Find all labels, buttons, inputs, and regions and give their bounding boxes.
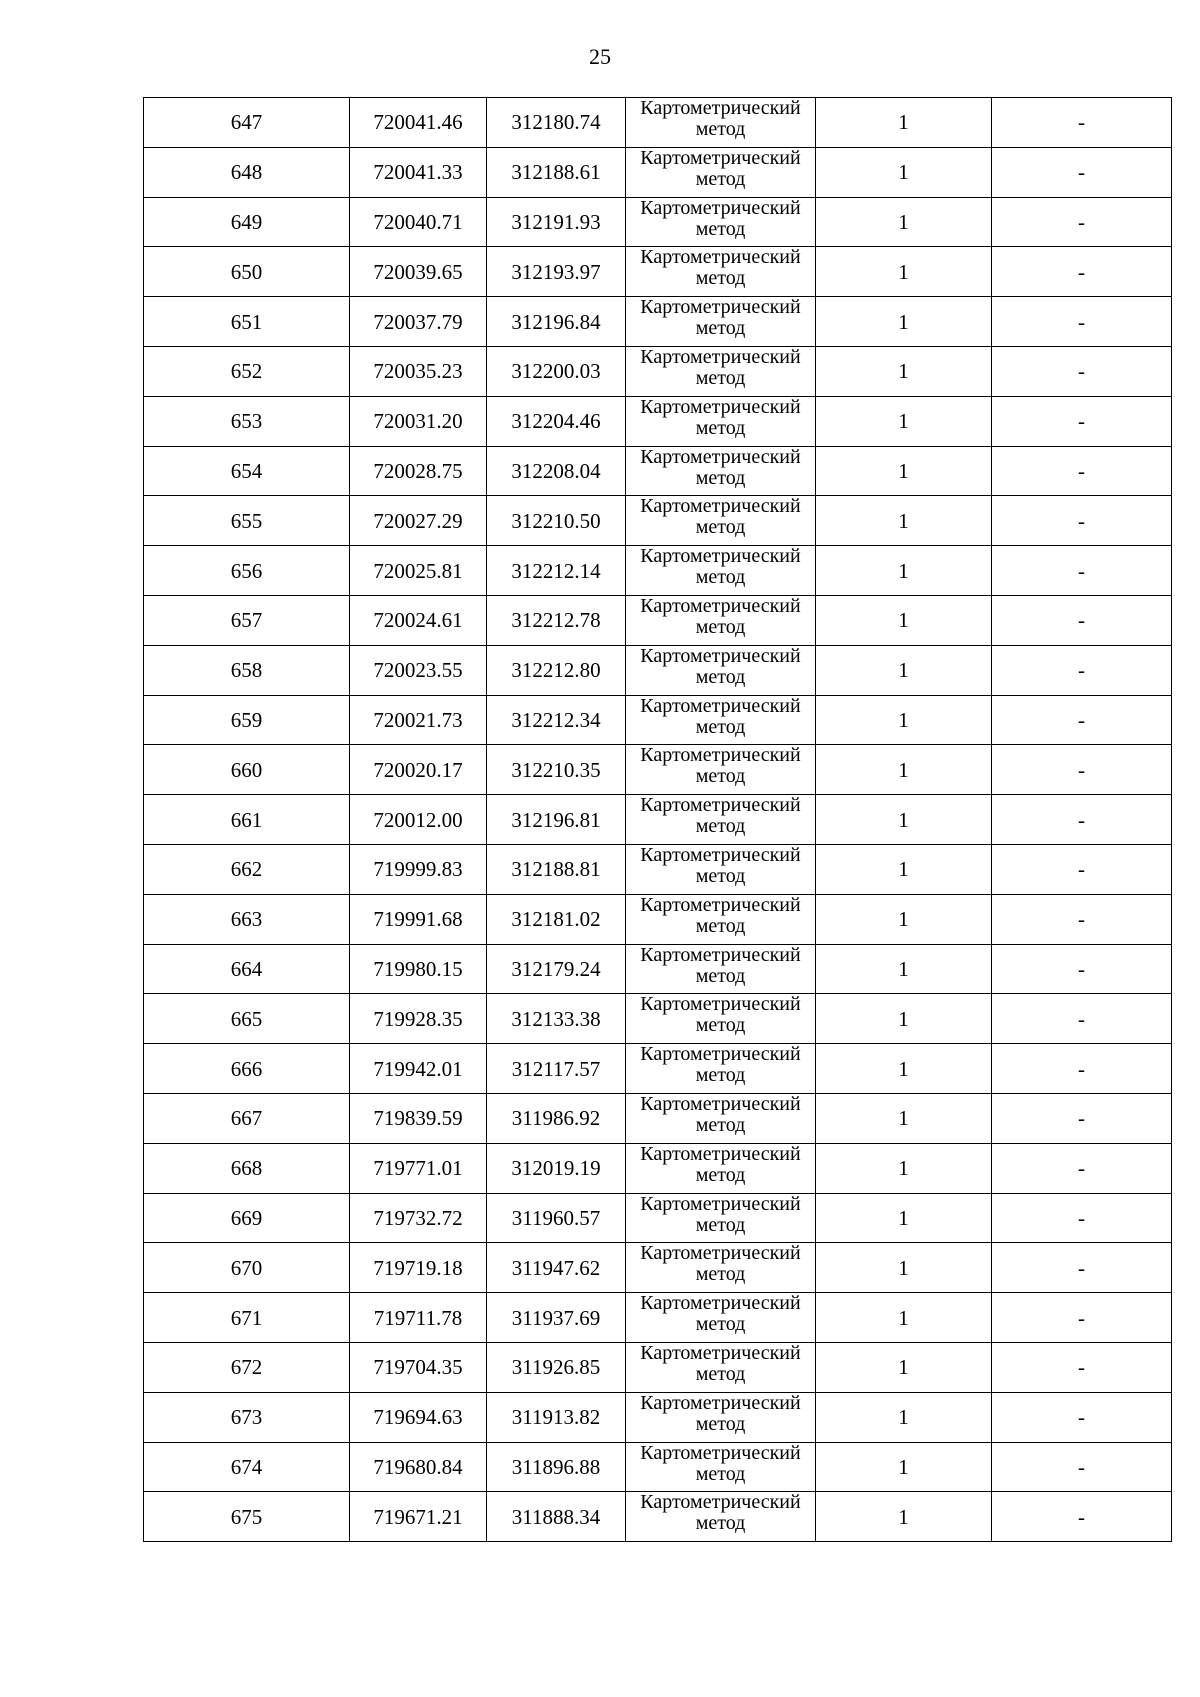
method-text-line2: метод <box>695 267 746 290</box>
x-coordinate-cell: 720023.55 <box>350 645 487 695</box>
point-number-cell: 650 <box>144 247 350 297</box>
method-text-line2: метод <box>695 366 746 389</box>
point-number-cell: 665 <box>144 994 350 1044</box>
method-cell <box>626 645 816 695</box>
point-number-cell: 651 <box>144 297 350 347</box>
note-cell: - <box>992 446 1172 496</box>
method-text-line1: Картометрический <box>640 595 801 617</box>
method-cell <box>626 197 816 247</box>
x-coordinate-cell: 719711.78 <box>350 1293 487 1343</box>
note-cell: - <box>992 944 1172 994</box>
method-text-line1: Картометрический <box>640 147 801 169</box>
accuracy-cell: 1 <box>816 994 992 1044</box>
table-row <box>144 346 1172 396</box>
accuracy-cell: 1 <box>816 197 992 247</box>
method-cell <box>626 944 816 994</box>
table-row <box>144 496 1172 546</box>
note-cell: - <box>992 695 1172 745</box>
point-number-cell: 660 <box>144 745 350 795</box>
method-text-line2: метод <box>695 914 746 937</box>
point-number-cell: 653 <box>144 396 350 446</box>
method-cell <box>626 1442 816 1492</box>
table-row <box>144 894 1172 944</box>
y-coordinate-cell: 311888.34 <box>487 1492 626 1542</box>
table-row <box>144 844 1172 894</box>
y-coordinate-cell: 312208.04 <box>487 446 626 496</box>
method-cell <box>626 1193 816 1243</box>
method-cell <box>626 1392 816 1442</box>
table-row <box>144 645 1172 695</box>
method-text-line2: метод <box>695 1362 746 1385</box>
point-number-cell: 662 <box>144 844 350 894</box>
table-row <box>144 1392 1172 1442</box>
y-coordinate-cell: 312212.14 <box>487 546 626 596</box>
point-number-cell: 673 <box>144 1392 350 1442</box>
method-text-line1: Картометрический <box>640 894 801 916</box>
method-cell <box>626 894 816 944</box>
method-text-line1: Картометрический <box>640 396 801 418</box>
method-text-line2: метод <box>695 1412 746 1435</box>
table-row <box>144 595 1172 645</box>
x-coordinate-cell: 719839.59 <box>350 1093 487 1143</box>
method-cell <box>626 1293 816 1343</box>
table-row <box>144 1243 1172 1293</box>
accuracy-cell: 1 <box>816 894 992 944</box>
accuracy-cell: 1 <box>816 1392 992 1442</box>
accuracy-cell: 1 <box>816 147 992 197</box>
accuracy-cell: 1 <box>816 795 992 845</box>
accuracy-cell: 1 <box>816 1143 992 1193</box>
method-text-line1: Картометрический <box>640 1491 801 1514</box>
x-coordinate-cell: 720035.23 <box>350 346 487 396</box>
y-coordinate-cell: 311960.57 <box>487 1193 626 1243</box>
accuracy-cell: 1 <box>816 396 992 446</box>
y-coordinate-cell: 312204.46 <box>487 396 626 446</box>
accuracy-cell: 1 <box>816 1044 992 1094</box>
y-coordinate-cell: 312117.57 <box>487 1044 626 1094</box>
method-text-line1: Картометрический <box>640 844 801 866</box>
y-coordinate-cell: 312019.19 <box>487 1143 626 1193</box>
accuracy-cell: 1 <box>816 496 992 546</box>
method-cell <box>626 844 816 894</box>
note-cell: - <box>992 1492 1172 1542</box>
accuracy-cell: 1 <box>816 446 992 496</box>
method-cell <box>626 1342 816 1392</box>
method-text-line2: метод <box>695 1014 746 1037</box>
method-cell <box>626 147 816 197</box>
point-number-cell: 670 <box>144 1243 350 1293</box>
point-number-cell: 647 <box>144 98 350 148</box>
y-coordinate-cell: 311896.88 <box>487 1442 626 1492</box>
method-cell <box>626 795 816 845</box>
y-coordinate-cell: 311937.69 <box>487 1293 626 1343</box>
x-coordinate-cell: 720027.29 <box>350 496 487 546</box>
accuracy-cell: 1 <box>816 844 992 894</box>
table-row <box>144 795 1172 845</box>
method-text-line2: метод <box>695 217 746 240</box>
method-cell <box>626 1243 816 1293</box>
method-text-line1: Картометрический <box>640 645 801 667</box>
accuracy-cell: 1 <box>816 1093 992 1143</box>
y-coordinate-cell: 312191.93 <box>487 197 626 247</box>
table-row <box>144 1044 1172 1094</box>
table-row <box>144 1093 1172 1143</box>
y-coordinate-cell: 311986.92 <box>487 1093 626 1143</box>
method-cell <box>626 745 816 795</box>
table-row <box>144 197 1172 247</box>
accuracy-cell: 1 <box>816 1293 992 1343</box>
method-text-line1: Картометрический <box>640 446 801 468</box>
accuracy-cell: 1 <box>816 645 992 695</box>
y-coordinate-cell: 312210.50 <box>487 496 626 546</box>
x-coordinate-cell: 719719.18 <box>350 1243 487 1293</box>
note-cell: - <box>992 1243 1172 1293</box>
method-cell <box>626 396 816 446</box>
method-cell <box>626 1143 816 1193</box>
point-number-cell: 658 <box>144 645 350 695</box>
point-number-cell: 664 <box>144 944 350 994</box>
table-row <box>144 745 1172 795</box>
note-cell: - <box>992 1193 1172 1243</box>
point-number-cell: 666 <box>144 1044 350 1094</box>
y-coordinate-cell: 312133.38 <box>487 994 626 1044</box>
note-cell: - <box>992 1143 1172 1193</box>
table-row <box>144 297 1172 347</box>
method-text-line2: метод <box>695 1313 746 1336</box>
note-cell: - <box>992 346 1172 396</box>
y-coordinate-cell: 312193.97 <box>487 247 626 297</box>
accuracy-cell: 1 <box>816 297 992 347</box>
note-cell: - <box>992 247 1172 297</box>
method-text-line1: Картометрический <box>640 993 801 1016</box>
point-number-cell: 659 <box>144 695 350 745</box>
note-cell: - <box>992 98 1172 148</box>
note-cell: - <box>992 994 1172 1044</box>
y-coordinate-cell: 312200.03 <box>487 346 626 396</box>
x-coordinate-cell: 720040.71 <box>350 197 487 247</box>
note-cell: - <box>992 496 1172 546</box>
table-row <box>144 98 1172 148</box>
method-text-line1: Картометрический <box>640 744 801 767</box>
y-coordinate-cell: 312188.81 <box>487 844 626 894</box>
method-text-line2: метод <box>695 1263 746 1286</box>
x-coordinate-cell: 719680.84 <box>350 1442 487 1492</box>
y-coordinate-cell: 311913.82 <box>487 1392 626 1442</box>
table-row <box>144 944 1172 994</box>
accuracy-cell: 1 <box>816 745 992 795</box>
accuracy-cell: 1 <box>816 1193 992 1243</box>
method-cell <box>626 346 816 396</box>
accuracy-cell: 1 <box>816 1243 992 1293</box>
method-text-line1: Картометрический <box>640 794 801 817</box>
coordinates-table <box>143 97 1172 1542</box>
table-row <box>144 1442 1172 1492</box>
accuracy-cell: 1 <box>816 944 992 994</box>
method-text-line2: метод <box>695 615 746 638</box>
point-number-cell: 649 <box>144 197 350 247</box>
method-text-line1: Картометрический <box>640 1392 801 1414</box>
table-row <box>144 247 1172 297</box>
x-coordinate-cell: 719732.72 <box>350 1193 487 1243</box>
note-cell: - <box>992 297 1172 347</box>
method-text-line2: метод <box>695 665 746 688</box>
method-cell <box>626 1044 816 1094</box>
y-coordinate-cell: 312212.34 <box>487 695 626 745</box>
method-text-line1: Картометрический <box>640 1093 801 1115</box>
accuracy-cell: 1 <box>816 546 992 596</box>
y-coordinate-cell: 312212.78 <box>487 595 626 645</box>
x-coordinate-cell: 720028.75 <box>350 446 487 496</box>
x-coordinate-cell: 719694.63 <box>350 1392 487 1442</box>
note-cell: - <box>992 1093 1172 1143</box>
method-text-line2: метод <box>695 1113 746 1136</box>
method-text-line2: метод <box>695 416 746 439</box>
y-coordinate-cell: 312181.02 <box>487 894 626 944</box>
method-text-line2: метод <box>695 1064 746 1087</box>
point-number-cell: 663 <box>144 894 350 944</box>
y-coordinate-cell: 312179.24 <box>487 944 626 994</box>
x-coordinate-cell: 720021.73 <box>350 695 487 745</box>
point-number-cell: 671 <box>144 1293 350 1343</box>
table-row <box>144 1193 1172 1243</box>
x-coordinate-cell: 720025.81 <box>350 546 487 596</box>
method-cell <box>626 994 816 1044</box>
y-coordinate-cell: 312212.80 <box>487 645 626 695</box>
x-coordinate-cell: 719999.83 <box>350 844 487 894</box>
x-coordinate-cell: 719928.35 <box>350 994 487 1044</box>
method-text-line2: метод <box>695 317 746 340</box>
method-text-line1: Картометрический <box>640 944 801 966</box>
table-row <box>144 546 1172 596</box>
method-cell <box>626 247 816 297</box>
table-row <box>144 1342 1172 1392</box>
method-text-line2: метод <box>695 566 746 589</box>
y-coordinate-cell: 312180.74 <box>487 98 626 148</box>
method-text-line1: Картометрический <box>640 545 801 568</box>
method-text-line1: Картометрический <box>640 197 801 219</box>
note-cell: - <box>992 645 1172 695</box>
method-text-line1: Картометрический <box>640 695 801 717</box>
note-cell: - <box>992 1342 1172 1392</box>
point-number-cell: 661 <box>144 795 350 845</box>
x-coordinate-cell: 719980.15 <box>350 944 487 994</box>
method-text-line2: метод <box>695 1462 746 1485</box>
method-text-line1: Картометрический <box>640 1193 801 1215</box>
note-cell: - <box>992 595 1172 645</box>
y-coordinate-cell: 312210.35 <box>487 745 626 795</box>
y-coordinate-cell: 312196.84 <box>487 297 626 347</box>
method-cell <box>626 446 816 496</box>
accuracy-cell: 1 <box>816 1442 992 1492</box>
method-text-line2: метод <box>695 715 746 738</box>
method-cell <box>626 546 816 596</box>
note-cell: - <box>992 546 1172 596</box>
method-text-line2: метод <box>695 1213 746 1236</box>
method-text-line1: Картометрический <box>640 1043 801 1066</box>
accuracy-cell: 1 <box>816 247 992 297</box>
point-number-cell: 648 <box>144 147 350 197</box>
y-coordinate-cell: 311947.62 <box>487 1243 626 1293</box>
method-text-line2: метод <box>695 1163 746 1186</box>
x-coordinate-cell: 719991.68 <box>350 894 487 944</box>
x-coordinate-cell: 719671.21 <box>350 1492 487 1542</box>
point-number-cell: 655 <box>144 496 350 546</box>
x-coordinate-cell: 719942.01 <box>350 1044 487 1094</box>
method-text-line2: метод <box>695 815 746 838</box>
method-text-line1: Картометрический <box>640 346 801 368</box>
method-text-line1: Картометрический <box>640 1442 801 1464</box>
x-coordinate-cell: 720024.61 <box>350 595 487 645</box>
x-coordinate-cell: 720020.17 <box>350 745 487 795</box>
table-row <box>144 1492 1172 1542</box>
page-number: 25 <box>589 44 611 69</box>
method-text-line2: метод <box>695 1512 746 1535</box>
accuracy-cell: 1 <box>816 595 992 645</box>
method-cell <box>626 98 816 148</box>
method-text-line2: метод <box>695 466 746 489</box>
method-text-line1: Картометрический <box>640 1143 801 1165</box>
point-number-cell: 674 <box>144 1442 350 1492</box>
accuracy-cell: 1 <box>816 346 992 396</box>
table-body <box>144 98 1172 1542</box>
point-number-cell: 657 <box>144 595 350 645</box>
method-text-line1: Картометрический <box>640 495 801 518</box>
x-coordinate-cell: 719771.01 <box>350 1143 487 1193</box>
table-row <box>144 396 1172 446</box>
table-row <box>144 1143 1172 1193</box>
method-text-line2: метод <box>695 964 746 987</box>
point-number-cell: 667 <box>144 1093 350 1143</box>
accuracy-cell: 1 <box>816 1342 992 1392</box>
x-coordinate-cell: 720012.00 <box>350 795 487 845</box>
point-number-cell: 672 <box>144 1342 350 1392</box>
method-text-line1: Картометрический <box>640 296 801 319</box>
note-cell: - <box>992 1392 1172 1442</box>
method-cell <box>626 595 816 645</box>
note-cell: - <box>992 147 1172 197</box>
point-number-cell: 675 <box>144 1492 350 1542</box>
point-number-cell: 656 <box>144 546 350 596</box>
y-coordinate-cell: 311926.85 <box>487 1342 626 1392</box>
method-cell <box>626 496 816 546</box>
note-cell: - <box>992 396 1172 446</box>
method-cell <box>626 1093 816 1143</box>
point-number-cell: 652 <box>144 346 350 396</box>
method-text-line2: метод <box>695 118 746 140</box>
y-coordinate-cell: 312196.81 <box>487 795 626 845</box>
method-text-line1: Картометрический <box>640 1242 801 1265</box>
x-coordinate-cell: 719704.35 <box>350 1342 487 1392</box>
method-text-line1: Картометрический <box>640 97 801 119</box>
accuracy-cell: 1 <box>816 695 992 745</box>
x-coordinate-cell: 720037.79 <box>350 297 487 347</box>
note-cell: - <box>992 844 1172 894</box>
point-number-cell: 654 <box>144 446 350 496</box>
table-row <box>144 1293 1172 1343</box>
note-cell: - <box>992 894 1172 944</box>
x-coordinate-cell: 720041.33 <box>350 147 487 197</box>
method-cell <box>626 695 816 745</box>
point-number-cell: 668 <box>144 1143 350 1193</box>
method-text-line2: метод <box>695 516 746 539</box>
table-row <box>144 695 1172 745</box>
table-row <box>144 446 1172 496</box>
note-cell: - <box>992 1442 1172 1492</box>
method-text-line2: метод <box>695 167 746 190</box>
method-text-line1: Картометрический <box>640 1342 801 1364</box>
note-cell: - <box>992 795 1172 845</box>
method-cell <box>626 297 816 347</box>
table-row <box>144 147 1172 197</box>
note-cell: - <box>992 745 1172 795</box>
x-coordinate-cell: 720039.65 <box>350 247 487 297</box>
point-number-cell: 669 <box>144 1193 350 1243</box>
y-coordinate-cell: 312188.61 <box>487 147 626 197</box>
method-text-line2: метод <box>695 864 746 887</box>
method-text-line1: Картометрический <box>640 246 801 269</box>
accuracy-cell: 1 <box>816 1492 992 1542</box>
note-cell: - <box>992 1044 1172 1094</box>
x-coordinate-cell: 720031.20 <box>350 396 487 446</box>
note-cell: - <box>992 1293 1172 1343</box>
method-text-line2: метод <box>695 765 746 788</box>
accuracy-cell: 1 <box>816 98 992 148</box>
method-cell <box>626 1492 816 1542</box>
note-cell: - <box>992 197 1172 247</box>
x-coordinate-cell: 720041.46 <box>350 98 487 148</box>
method-text-line1: Картометрический <box>640 1292 801 1315</box>
table-row <box>144 994 1172 1044</box>
